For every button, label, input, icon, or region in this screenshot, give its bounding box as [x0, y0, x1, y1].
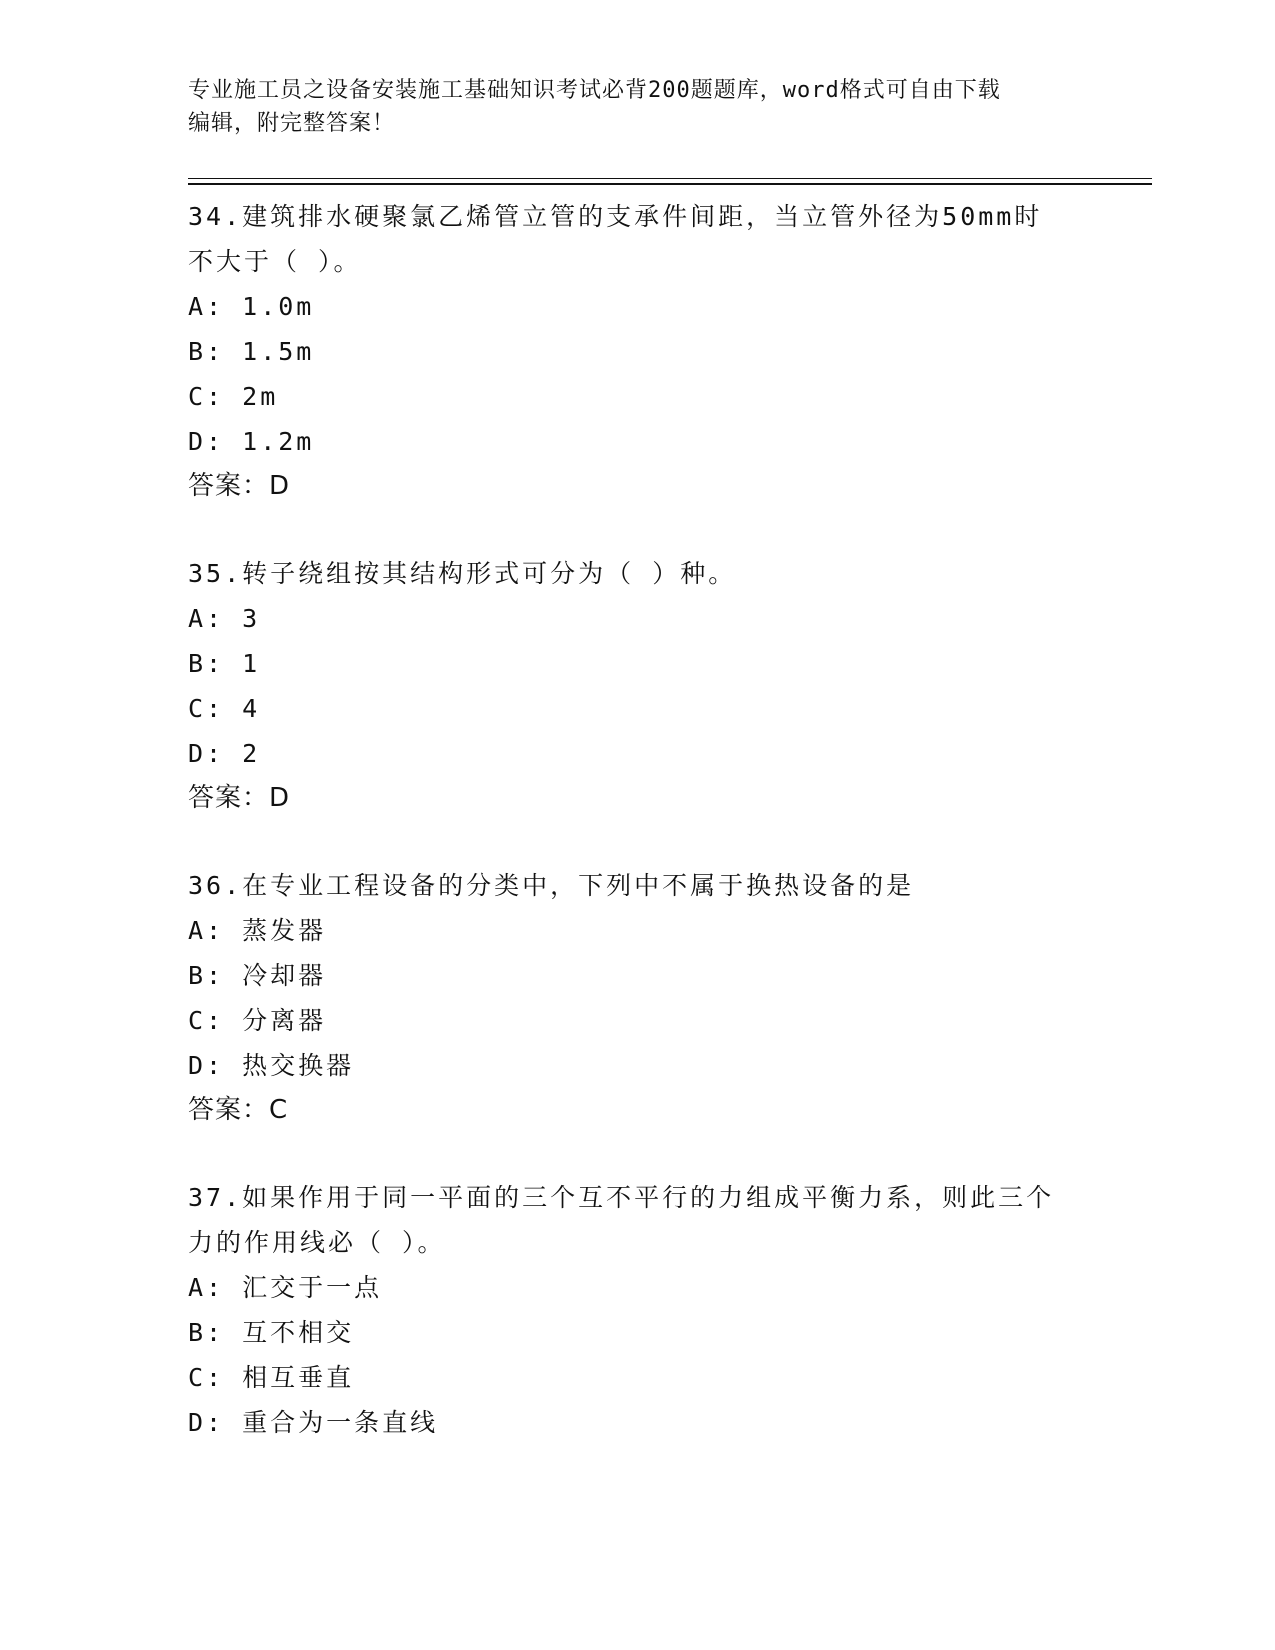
- question-text-line: 37.如果作用于同一平面的三个互不平行的力组成平衡力系，则此三个: [188, 1183, 1055, 1212]
- question-34: [188, 194, 1148, 508]
- question-list: [188, 190, 1148, 1488]
- question-text-line: 36.在专业工程设备的分类中，下列中不属于换热设备的是: [188, 871, 915, 900]
- question-36: [188, 863, 1148, 1132]
- header-divider-thin: [188, 178, 1152, 179]
- option-c: C: 相互垂直: [188, 1363, 355, 1392]
- document-header: [188, 74, 1088, 140]
- option-b: B: 互不相交: [188, 1318, 355, 1347]
- header-line-2: 编辑，附完整答案！: [188, 111, 396, 136]
- option-b: B: 冷却器: [188, 961, 327, 990]
- answer-text: 答案：C: [188, 1095, 289, 1125]
- option-b: B: 1.5m: [188, 337, 315, 366]
- header-line-1: 专业施工员之设备安装施工基础知识考试必背200题题库，word格式可自由下载: [188, 78, 1001, 103]
- option-d: D: 热交换器: [188, 1051, 355, 1080]
- answer-text: 答案：D: [188, 783, 291, 813]
- question-text-line: 力的作用线必（ ）。: [188, 1228, 446, 1257]
- option-a: A: 1.0m: [188, 292, 315, 321]
- answer-text: 答案：D: [188, 471, 291, 501]
- question-35: [188, 551, 1148, 820]
- option-a: A: 汇交于一点: [188, 1273, 383, 1302]
- option-c: C: 分离器: [188, 1006, 327, 1035]
- question-text-line: 34.建筑排水硬聚氯乙烯管立管的支承件间距，当立管外径为50mm时: [188, 202, 1043, 231]
- option-a: A: 蒸发器: [188, 916, 327, 945]
- option-a: A: 3: [188, 604, 261, 633]
- option-d: D: 2: [188, 739, 261, 768]
- question-text-line: 不大于（ ）。: [188, 247, 362, 276]
- option-d: D: 1.2m: [188, 427, 315, 456]
- option-d: D: 重合为一条直线: [188, 1408, 439, 1437]
- option-c: C: 4: [188, 694, 261, 723]
- option-c: C: 2m: [188, 382, 279, 411]
- option-b: B: 1: [188, 649, 261, 678]
- question-text-line: 35.转子绕组按其结构形式可分为（ ）种。: [188, 559, 737, 588]
- header-divider-thick: [188, 183, 1152, 185]
- question-37: [188, 1175, 1148, 1445]
